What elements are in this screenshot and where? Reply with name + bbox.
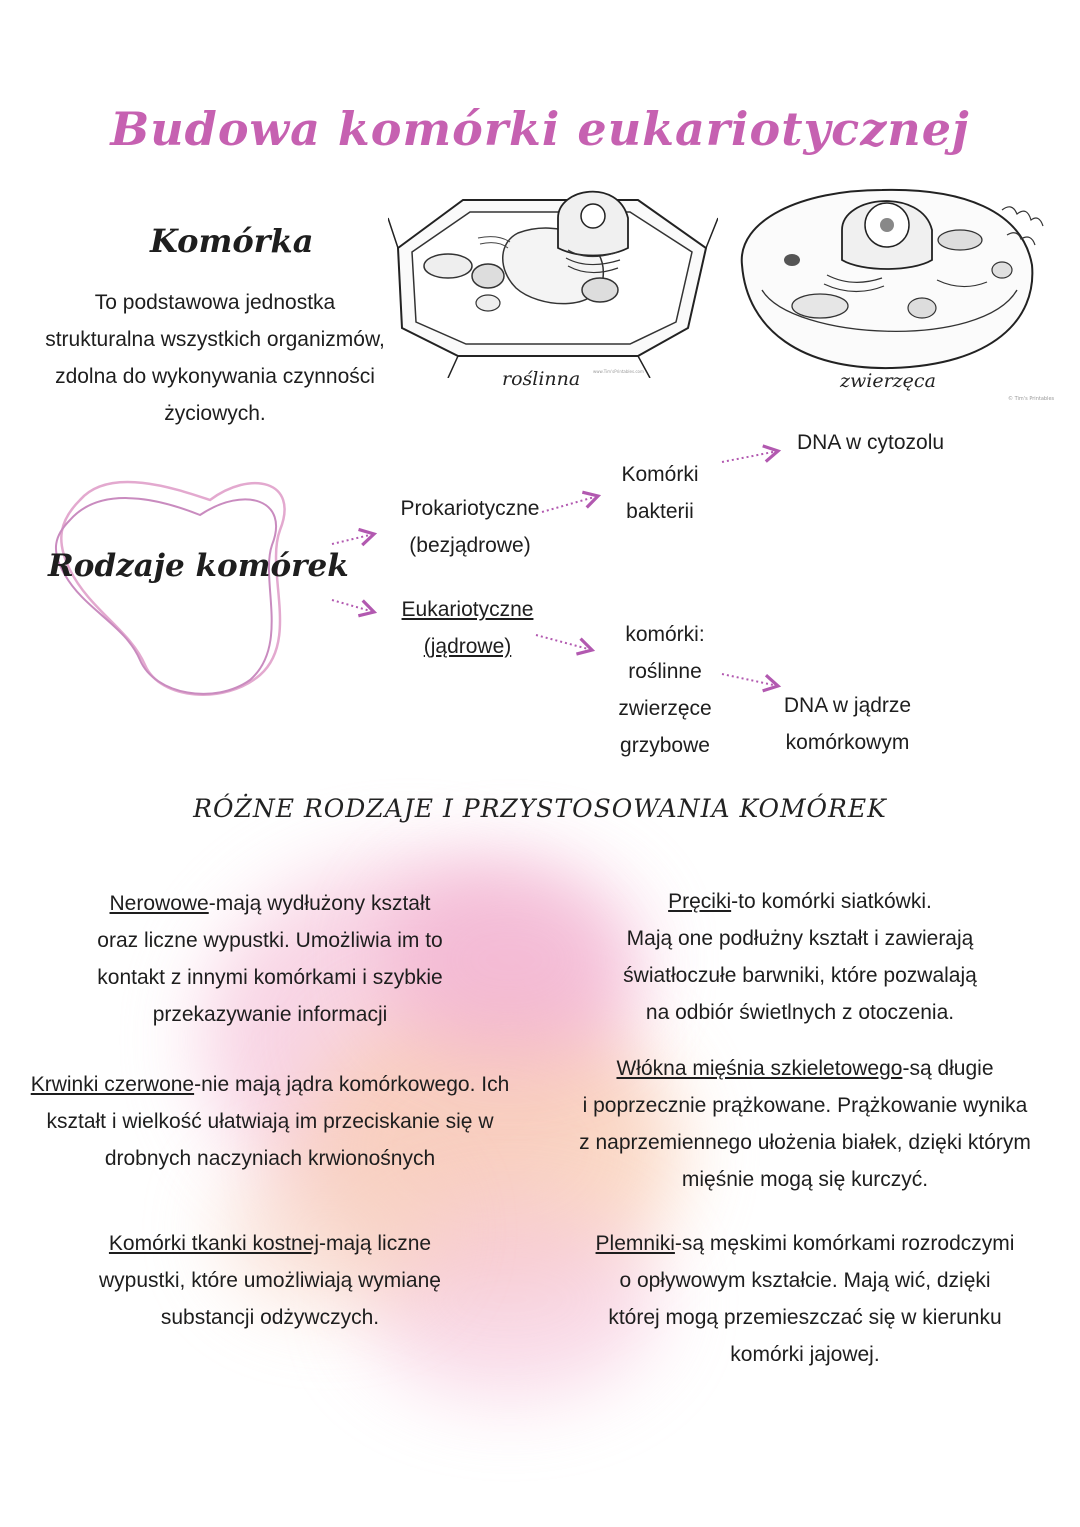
nerve-intro: -mają wydłużony kształt (208, 892, 431, 915)
plant-credit: www.Tim'sPrintables.com (593, 369, 644, 374)
page-title: Budowa komórki eukariotycznej (110, 102, 970, 156)
eukaryotic-sublabel: (jądrowe) (423, 635, 512, 658)
arrow-to-bacteria (542, 496, 598, 512)
rods-term: Pręciki (668, 890, 732, 913)
sperm-block (570, 1225, 1040, 1373)
definition-line: życiowych. (164, 402, 266, 425)
sperm-line: komórki jajowej. (730, 1343, 880, 1366)
list-item: grzybowe (620, 734, 710, 757)
eukaryotic-label: Eukariotyczne (401, 598, 534, 621)
dna-cytosol: DNA w cytozolu (797, 431, 945, 454)
rods-line: Mają one podłużny kształt i zawierają (626, 927, 974, 950)
red-blood-intro: -nie mają jądra komórkowego. Ich (194, 1073, 510, 1096)
muscle-fibers-block (560, 1050, 1050, 1198)
list-item: zwierzęce (618, 697, 712, 720)
definition-line: zdolna do wykonywania czynności (55, 365, 375, 388)
bacteria-sublabel: bakterii (626, 500, 694, 523)
sperm-line: której mogą przemieszczać się w kierunku (608, 1306, 1002, 1329)
list-item: komórki: (625, 623, 705, 646)
rods-line: na odbiór świetlnych z otoczenia. (645, 1001, 955, 1024)
sperm-line: o opływowym kształcie. Mają wić, dzięki (619, 1269, 991, 1292)
nerve-line: przekazywanie informacji (152, 1003, 388, 1026)
red-blood-term: Krwinki czerwone (30, 1073, 195, 1096)
red-blood-line: kształt i wielkość ułatwiają im przeciskanie się w (46, 1110, 494, 1133)
arrow-to-dna-nucleus (722, 674, 778, 686)
rods-line: światłoczułe barwniki, które pozwalają (623, 964, 977, 987)
muscle-line: i poprzecznie prążkowane. Prążkowanie wynika (582, 1094, 1028, 1117)
bone-line: substancji odżywczych. (160, 1306, 380, 1329)
muscle-line: z naprzemiennego ułożenia białek, dzięki którym (579, 1131, 1031, 1154)
definition-line: strukturalna wszystkich organizmów, (45, 328, 385, 351)
arrow-to-eukaryotic (332, 600, 374, 612)
bone-term: Komórki tkanki kostnej (108, 1232, 320, 1255)
prokaryotic-sublabel: (bezjądrowe) (409, 534, 531, 557)
prokaryotic-label: Prokariotyczne (400, 497, 540, 520)
red-blood-line: drobnych naczyniach krwionośnych (104, 1147, 436, 1170)
plant-cell-label: roślinna (502, 368, 581, 390)
bone-intro: -mają liczne (319, 1232, 432, 1255)
muscle-intro: -są długie (902, 1057, 994, 1080)
animal-credit: © Tim's Printables (1008, 396, 1055, 402)
arrow-to-dna-cytosol (722, 451, 778, 462)
arrow-to-prokaryotic (332, 534, 374, 544)
list-item: roślinne (628, 660, 702, 683)
nerve-line: oraz liczne wypustki. Umożliwia im to (97, 929, 443, 952)
nerve-term: Nerowowe (109, 892, 209, 915)
bacteria-label: Komórki (621, 463, 699, 486)
nerve-line: kontakt z innymi komórkami i szybkie (97, 966, 443, 989)
animal-cell-label: zwierzęca (840, 370, 936, 392)
bone-line: wypustki, które umożliwiają wymianę (99, 1269, 441, 1292)
cell-heading: Komórka (150, 222, 314, 260)
cell-types-heading: Rodzaje komórek (48, 548, 349, 584)
sperm-term: Plemniki (595, 1232, 675, 1255)
dna-nucleus-label: DNA w jądrze (783, 694, 912, 717)
definition-line: To podstawowa jednostka (94, 291, 336, 314)
rods-intro: -to komórki siatkówki. (731, 890, 932, 913)
muscle-line: mięśnie mogą się kurczyć. (681, 1168, 929, 1191)
rods-block (570, 883, 1030, 1031)
muscle-term: Włókna mięśnia szkieletowego (616, 1057, 903, 1080)
nerve-cells-block (40, 885, 500, 1033)
dna-nucleus-sublabel: komórkowym (785, 731, 910, 754)
bone-cells-block (40, 1225, 500, 1336)
red-blood-cells-block (20, 1066, 520, 1177)
arrow-to-eukaryotic-cells (536, 635, 592, 650)
adaptations-heading: RÓŻNE RODZAJE I PRZYSTOSOWANIA KOMÓREK (193, 794, 887, 823)
sperm-intro: -są męskimi komórkami rozrodczymi (674, 1232, 1015, 1255)
